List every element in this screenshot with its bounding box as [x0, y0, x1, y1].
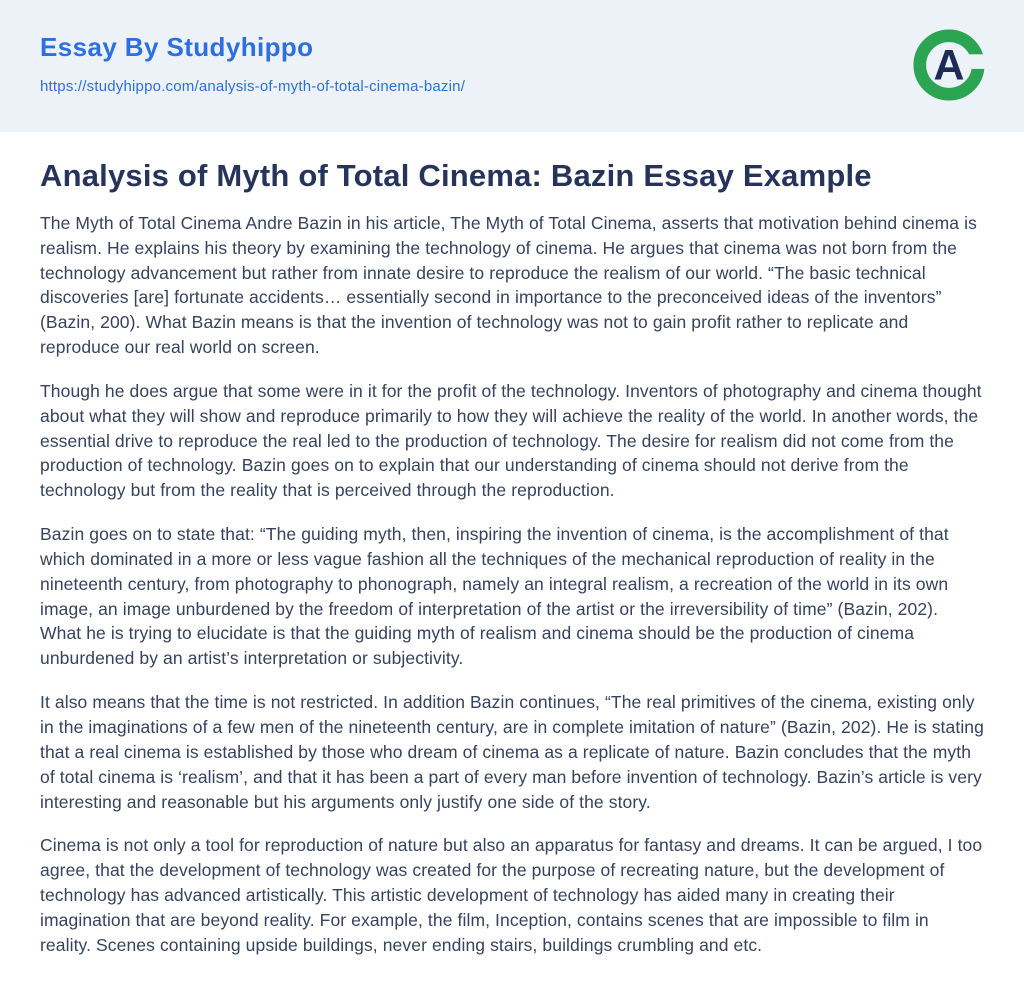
article-title: Analysis of Myth of Total Cinema: Bazin Essay Example — [40, 158, 872, 193]
page-header — [0, 0, 1024, 132]
logo-ring-gap — [969, 54, 986, 69]
site-title: Essay By Studyhippo — [40, 32, 314, 62]
source-url-link[interactable]: https://studyhippo.com/analysis-of-myth-of-total-cinema-bazin/ — [40, 78, 466, 95]
article-paragraph-2: Though he does argue that some were in it for the profit of the technology. Inventors of photography and cinema thought about what they will show and reproduce primarily to how they will achieve the reality of the world. In another words, the essential drive to reproduce the real led to the production of technology. The desire for realism did not come from the production of technology. Bazin goes on to explain that our understanding of cinema should not derive from the technology but from the reality that is perceived through the reproduction. — [40, 380, 982, 501]
article-paragraph-3: Bazin goes on to state that: “The guiding myth, then, inspiring the invention of cinema, is the accomplishment of that which dominated in a more or less vague fashion all the techniques of the mechanical reproduction of reality in the nineteenth century, from photography to phonograph, namely an integral realism, a recreation of the world in its own image, an image unburdened by the freedom of interpretation of the artist or the irreversibility of time” (Bazin, 202). What he is trying to elucidate is that the guiding myth of realism and cinema should be the production of cinema unburdened by an artist’s interpretation or subjectivity. — [40, 524, 949, 669]
article-content — [0, 157, 1024, 958]
article-paragraph-1: The Myth of Total Cinema Andre Bazin in his article, The Myth of Total Cinema, asserts that motivation behind cinema is realism. He explains his theory by examining the technology of cinema. He argues that cinema was not born from the technology advancement but rather from innate desire to reproduce the realism of our world. “The basic technical discoveries [are] fortunate accidents… essentially second in importance to the preconceived ideas of the inventors” (Bazin, 200). What Bazin means is that the invention of technology was not to gain profit rather to replicate and reproduce our real world on screen. — [40, 212, 977, 358]
header-text-block — [40, 32, 465, 96]
article-paragraph-4: It also means that the time is not restricted. In addition Bazin continues, “The real primitives of the cinema, existing only in the imaginations of a few men of the nineteenth century, are in complete imitation of nature” (Bazin, 202). He is stating that a real cinema is established by those who dream of cinema as a replicate of nature. Bazin concludes that the myth of total cinema is ‘realism’, and that it has been a part of every man before invention of technology. Bazin’s article is very interesting and reasonable but his arguments only justify one side of the story. — [40, 692, 984, 812]
logo-letter: A — [933, 41, 965, 90]
studyhippo-logo-icon — [912, 28, 986, 102]
article-paragraph-5: Cinema is not only a tool for reproduction of nature but also an apparatus for fantasy and dreams. It can be argued, I too agree, that the development of technology was created for the purpose of recreating nature, but the development of technology has advanced artistically. This artistic development of technology has aided many in creating their imagination that are beyond reality. For example, the film, Inception, contains scenes that are impossible to film in reality. Scenes containing upside buildings, never ending stairs, buildings crumbling and etc. — [40, 835, 983, 955]
